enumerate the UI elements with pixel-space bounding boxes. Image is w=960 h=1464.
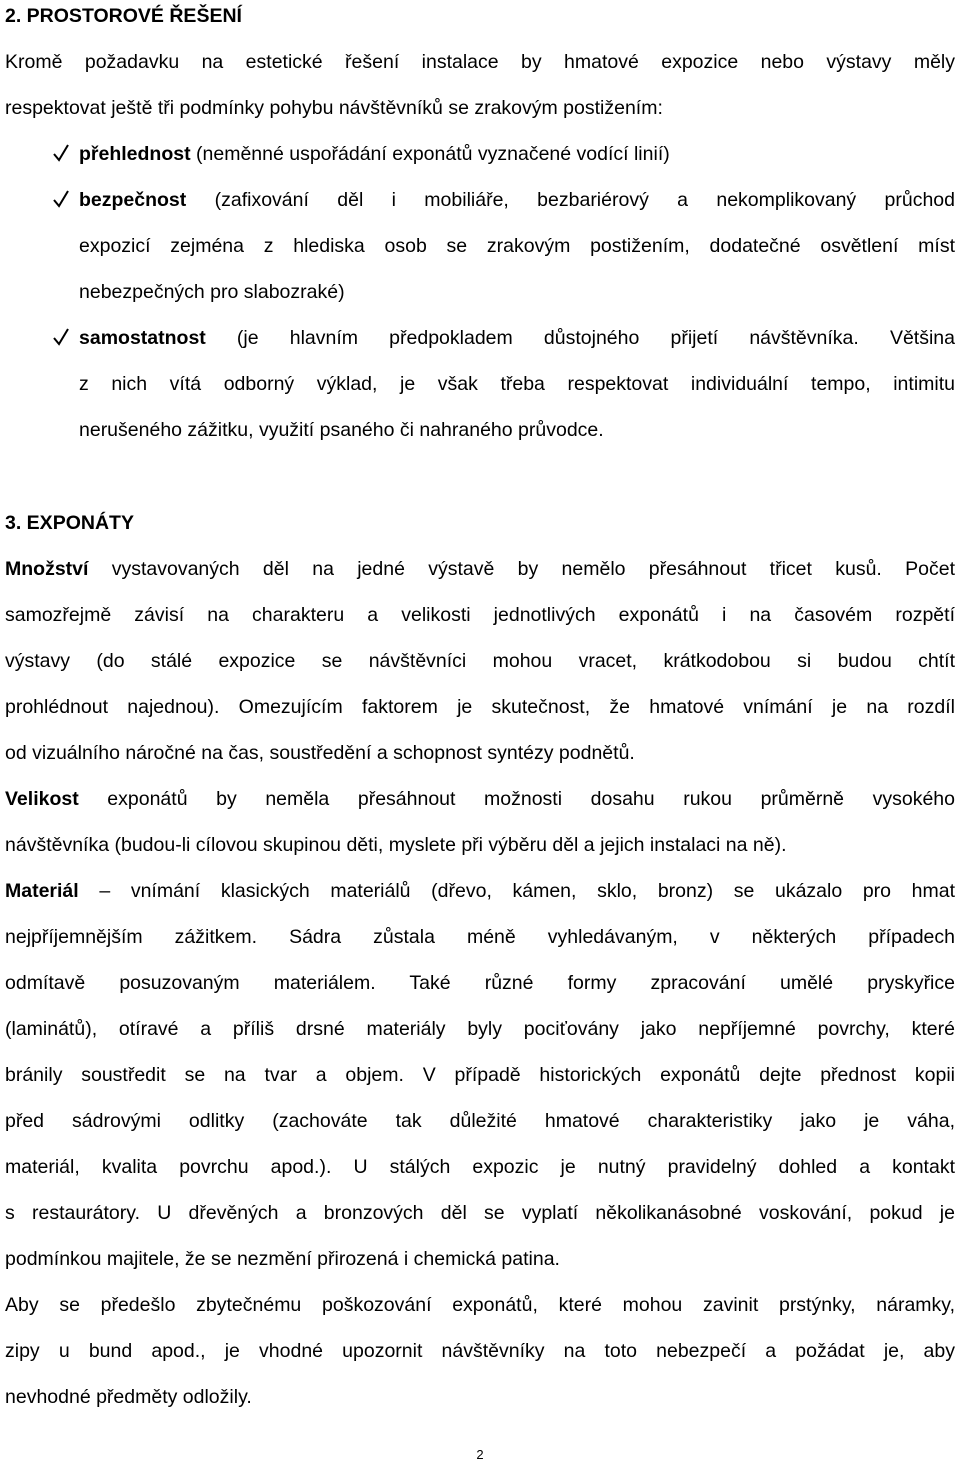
item-text: (je hlavním předpokladem důstojného přijetí návštěvníka. Většina bbox=[205, 327, 955, 349]
paragraph-line: nejpříjemnějším zážitkem. Sádra zůstala méně vyhledávaným, v některých případech bbox=[5, 926, 955, 948]
paragraph-line: materiál, kvalita povrchu apod.). U stálých expozic je nutný pravidelný dohled a kontakt bbox=[5, 1156, 955, 1178]
paragraph-line: prohlédnout najednou). Omezujícím faktorem je skutečnost, že hmatové vnímání je na rozdíl bbox=[5, 696, 955, 718]
paragraph-line: zipy u bund apod., je vhodné upozornit návštěvníky na toto nebezpečí a požádat je, aby bbox=[5, 1340, 955, 1362]
paragraph-line: podmínkou majitele, že se nezmění přirozená i chemická patina. bbox=[5, 1248, 560, 1270]
paragraph-text: – vnímání klasických materiálů (dřevo, kámen, sklo, bronz) se ukázalo pro hmat bbox=[78, 880, 955, 902]
paragraph-line: odmítavě posuzovaným materiálem. Také různé formy zpracování umělé pryskyřice bbox=[5, 972, 955, 994]
item-text: (zafixování děl i mobiliáře, bezbariérový a nekomplikovaný průchod bbox=[186, 189, 955, 211]
item-text-line: nerušeného zážitku, využití psaného či nahraného průvodce. bbox=[79, 419, 604, 441]
checkmark-icon bbox=[53, 189, 69, 209]
paragraph-line: samozřejmě závisí na charakteru a velikosti jednotlivých exponátů i na časovém rozpětí bbox=[5, 604, 955, 626]
term-bezpecnost: bezpečnost bbox=[79, 189, 187, 211]
paragraph-line: Aby se předešlo zbytečnému poškozování exponátů, které mohou zavinit prstýnky, náramky, bbox=[5, 1294, 955, 1316]
section-heading-3: 3. EXPONÁTY bbox=[5, 512, 134, 534]
paragraph-line: (laminátů), otíravé a příliš drsné materiály byly pociťovány jako nepříjemné povrchy, které bbox=[5, 1018, 955, 1040]
paragraph-line: s restaurátory. U dřevěných a bronzových děl se vyplatí několikanásobné voskování, pokud je bbox=[5, 1202, 955, 1224]
intro-line-1: Kromě požadavku na estetické řešení instalace by hmatové expozice nebo výstavy měly bbox=[5, 51, 955, 73]
paragraph-line: od vizuálního náročné na čas, soustředění a schopnost syntézy podnětů. bbox=[5, 742, 635, 764]
paragraph-line: nevhodné předměty odložily. bbox=[5, 1386, 252, 1408]
paragraph-line: návštěvníka (budou-li cílovou skupinou děti, myslete při výběru děl a jejich instalaci na ně). bbox=[5, 834, 787, 856]
paragraph-line: bránily soustředit se na tvar a objem. V případě historických exponátů dejte přednost kopii bbox=[5, 1064, 955, 1086]
term-samostatnost: samostatnost bbox=[79, 327, 206, 349]
paragraph-text: vystavovaných děl na jedné výstavě by nemělo přesáhnout třicet kusů. Počet bbox=[88, 558, 955, 580]
item-text-line: z nich vítá odborný výklad, je však třeba respektovat individuální tempo, intimitu bbox=[79, 373, 955, 395]
item-text-line: nebezpečných pro slabozraké) bbox=[79, 281, 345, 303]
term-material: Materiál bbox=[5, 880, 79, 902]
section-heading-2: 2. PROSTOROVÉ ŘEŠENÍ bbox=[5, 5, 242, 27]
checkmark-icon bbox=[53, 327, 69, 347]
paragraph-mnozstvi-line bbox=[5, 556, 955, 582]
paragraph-material-line bbox=[5, 878, 955, 904]
item-text: (neměnné uspořádání exponátů vyznačené vodící linií) bbox=[190, 143, 670, 165]
term-prehlednost: přehlednost bbox=[79, 143, 191, 165]
page-number: 2 bbox=[476, 1447, 484, 1462]
term-mnozstvi: Množství bbox=[5, 558, 89, 580]
term-velikost: Velikost bbox=[5, 788, 79, 810]
item-text-line: expozicí zejména z hlediska osob se zrakovým postižením, dodatečné osvětlení míst bbox=[79, 235, 955, 257]
paragraph-text: exponátů by neměla přesáhnout možnosti dosahu rukou průměrně vysokého bbox=[78, 788, 955, 810]
paragraph-line: před sádrovými odlitky (zachováte tak důležité hmatové charakteristiky jako je váha, bbox=[5, 1110, 955, 1132]
checkmark-icon bbox=[53, 143, 69, 163]
intro-line-2: respektovat ještě tři podmínky pohybu návštěvníků se zrakovým postižením: bbox=[5, 97, 663, 119]
paragraph-line: výstavy (do stálé expozice se návštěvníci mohou vracet, krátkodobou si budou chtít bbox=[5, 650, 955, 672]
paragraph-velikost-line bbox=[5, 786, 955, 812]
